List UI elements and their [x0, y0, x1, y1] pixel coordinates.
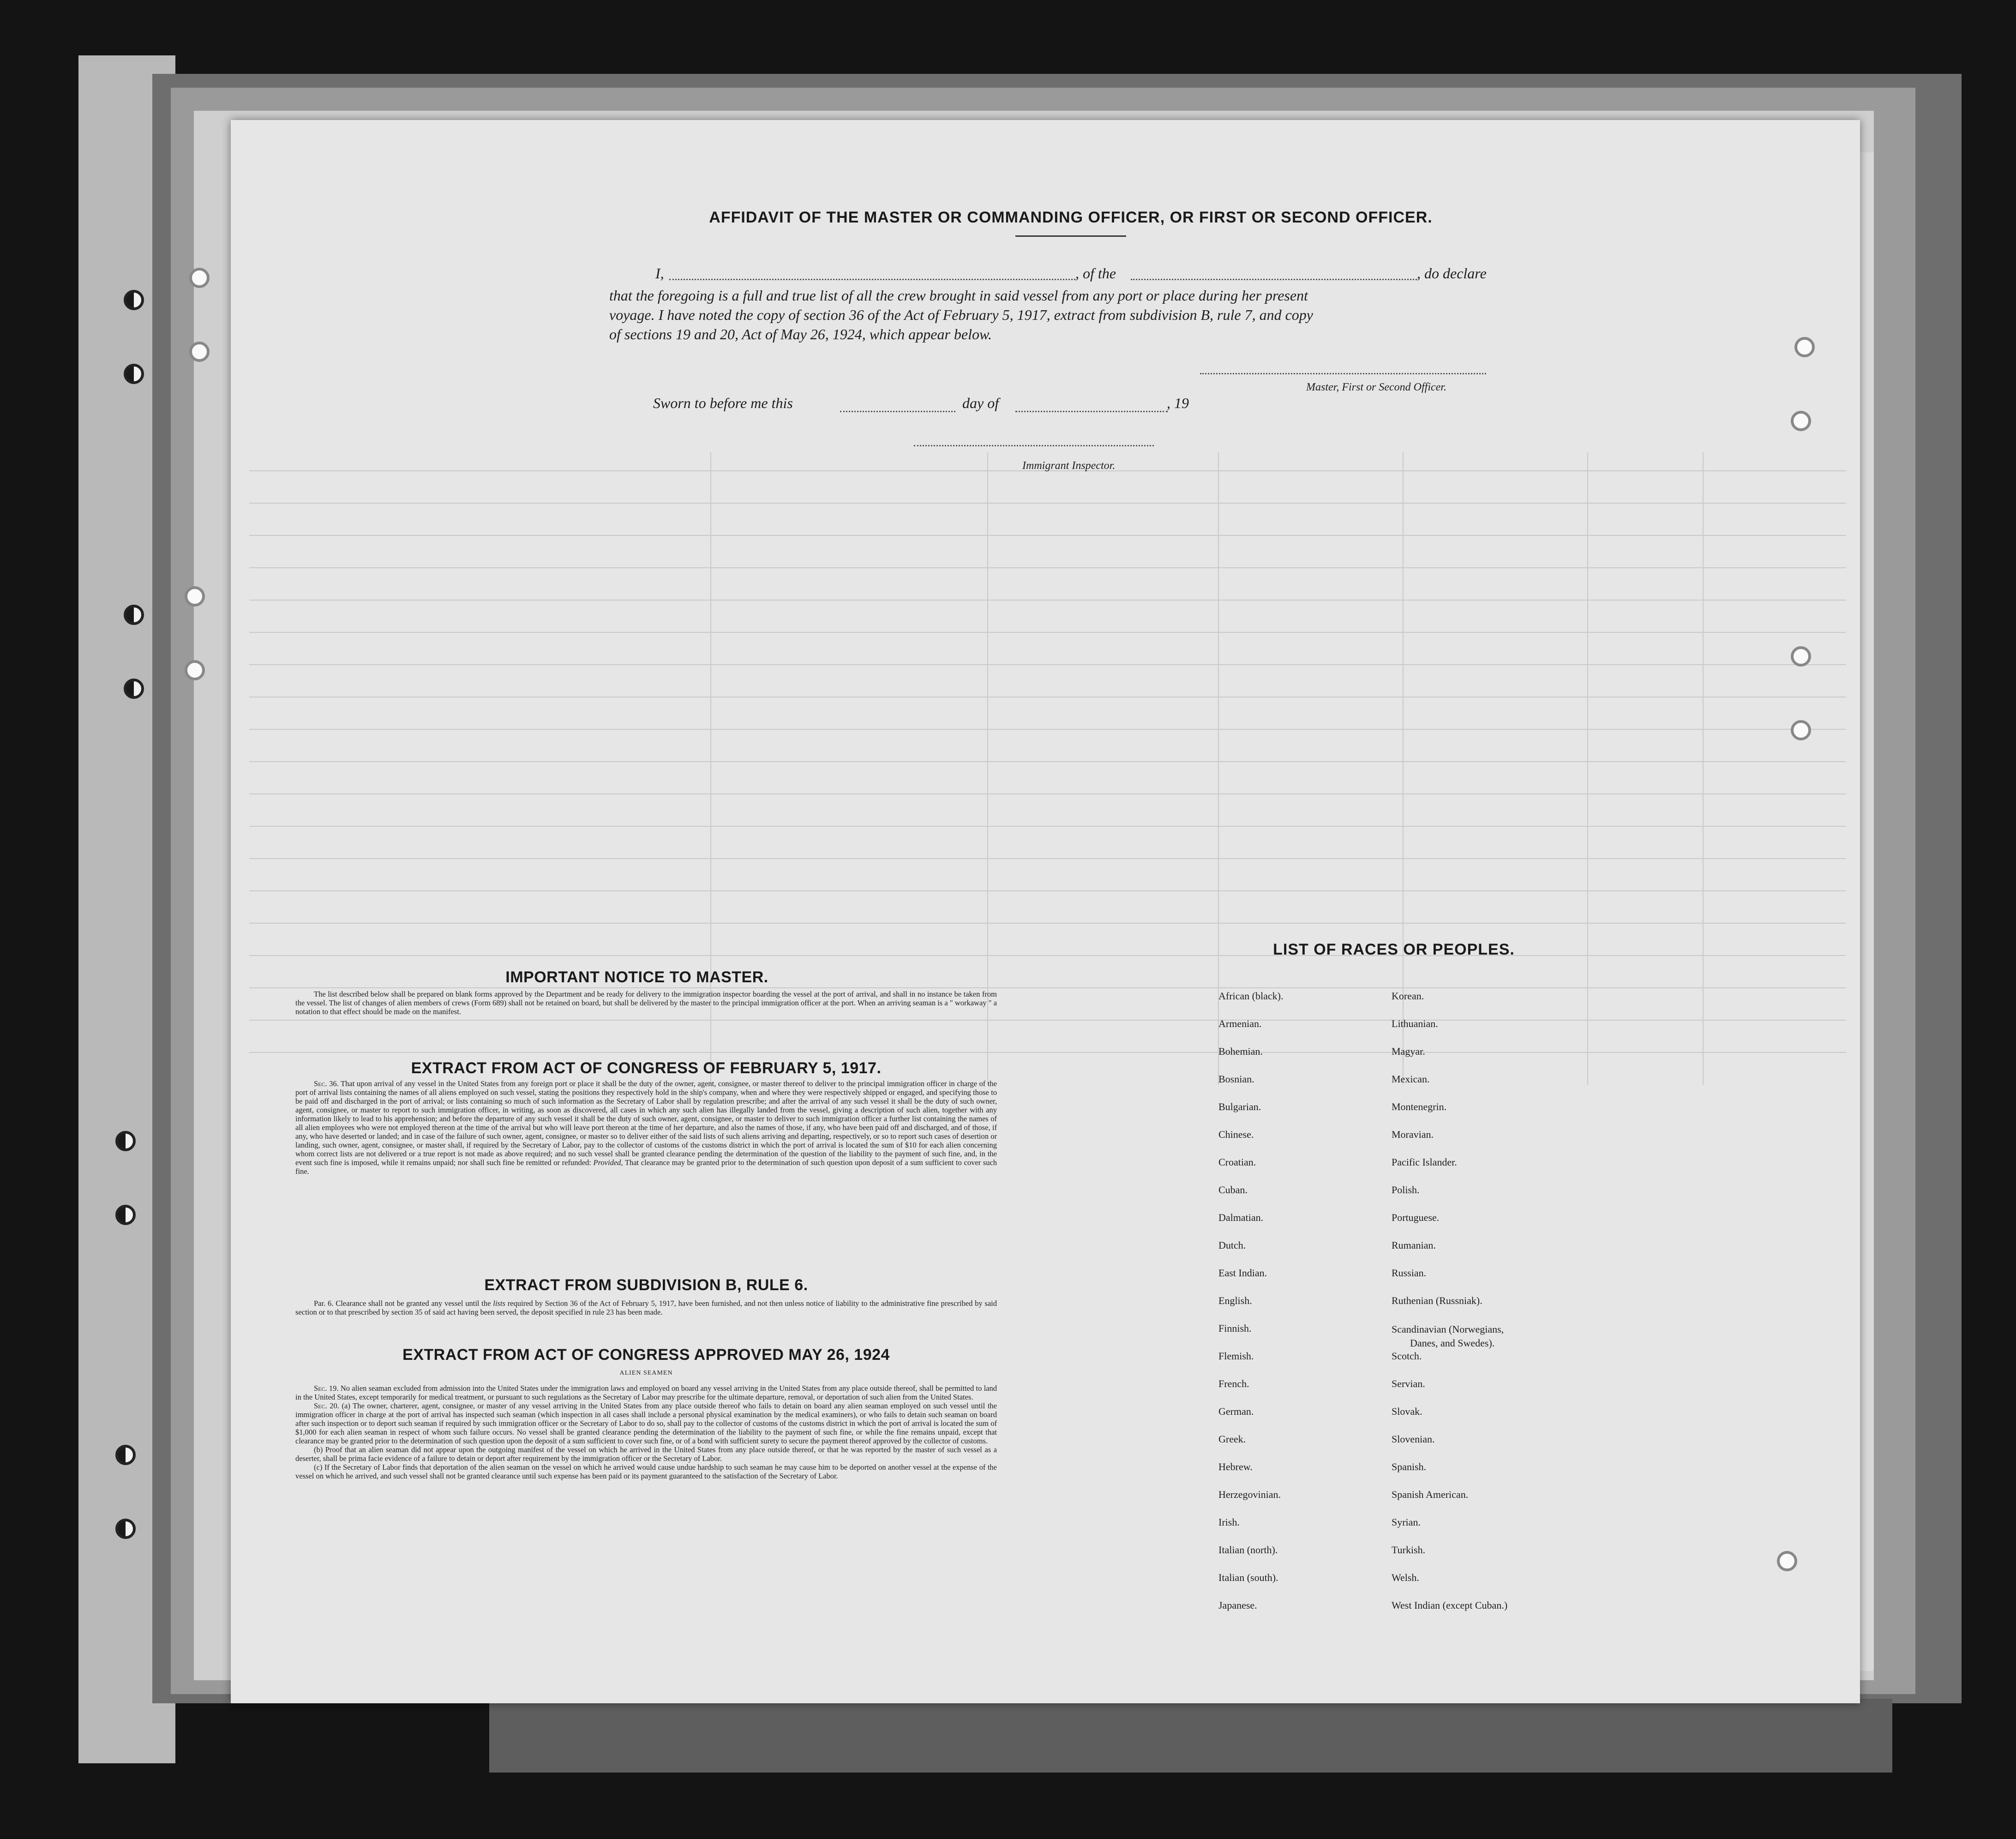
punch-hole: [189, 268, 210, 288]
race-item: Dutch.: [1218, 1239, 1246, 1251]
race-item: Moravian.: [1392, 1129, 1434, 1140]
extract-1917-title: EXTRACT FROM ACT OF CONGRESS OF FEBRUARY 5, 1917.: [411, 1059, 882, 1077]
inspector-signature-blank[interactable]: [914, 445, 1154, 446]
par-6-label: Par. 6.: [314, 1299, 334, 1308]
punch-hole: [1777, 1551, 1797, 1571]
race-item: [1392, 1322, 1507, 1350]
year-text: , 19: [1167, 395, 1189, 411]
races-column-1: [1218, 990, 1283, 1627]
race-item: Bosnian.: [1218, 1073, 1254, 1085]
race-item: Cuban.: [1218, 1184, 1248, 1196]
punch-hole: [1791, 646, 1811, 667]
race-item: Armenian.: [1218, 1018, 1262, 1029]
notice-body: [295, 990, 997, 1016]
race-item: Russian.: [1392, 1267, 1427, 1279]
affidavit-title: AFFIDAVIT OF THE MASTER OR COMMANDING OFFICER, OR FIRST OR SECOND OFFICER.: [709, 209, 1433, 226]
binder-hole: [115, 1519, 136, 1539]
provided-label: Provided,: [593, 1158, 623, 1167]
punch-hole: [185, 586, 205, 607]
sec-20-c: (c) If the Secretary of Labor finds that deportation of the alien seaman on the vessel on which he arrived would cause undue hardship to such seaman he may cause him to be deported on another vessel at the expense of the vessel on which he arrived, and such vessel shall not be granted clearance until such expense has been paid or its payment guaranteed to the satisfaction of the Secretary of Labor.: [295, 1463, 997, 1480]
sec-20-b: (b) Proof that an alien seaman did not appear upon the outgoing manifest of the vessel on which he arrived in the United States from any place outside thereof, or that he was reported by the master of such vessel as a deserter, shall be prima facie evidence of a failure to detain or deport after requirement by the immigration officer or the Secretary of Labor.: [295, 1445, 997, 1463]
notice-text: The list described below shall be prepared on blank forms approved by the Department and be ready for delivery to the immigration inspector boarding the vessel at the port of arrival, and shall in no instance be taken from the vessel. The list of changes of alien members of crews (Form 689) shall not be retained on board, but shall be delivered by the master to the principal immigration officer at the port. When an arriving seaman is a " workaway " a notation to that effect should be made on the manifest.: [295, 990, 997, 1016]
notice-title: IMPORTANT NOTICE TO MASTER.: [505, 968, 768, 986]
punch-hole: [189, 342, 210, 362]
binder-hole: [115, 1445, 136, 1465]
race-item: Croatian.: [1218, 1156, 1256, 1168]
sworn-text: Sworn to before me this: [653, 395, 793, 411]
race-item: Syrian.: [1392, 1516, 1421, 1528]
binder-hole: [115, 1131, 136, 1151]
race-item: Polish.: [1392, 1184, 1420, 1196]
race-item: Rumanian.: [1392, 1239, 1436, 1251]
page-stack-bottom-edge: [489, 1699, 1892, 1773]
lists-word: lists: [493, 1299, 505, 1308]
binder-hole: [124, 679, 144, 699]
race-item: Italian (north).: [1218, 1544, 1278, 1556]
affidavit-do-declare: , do declare: [1417, 265, 1487, 282]
race-item: Italian (south).: [1218, 1572, 1278, 1583]
rule6-text-a: Clearance shall not be granted any vessel until the: [336, 1299, 491, 1308]
affidavit-line-2: that the foregoing is a full and true list of all the crew brought in said vessel from any port or place during her present: [609, 287, 1308, 304]
sec-36-label: Sec. 36.: [314, 1079, 339, 1088]
sec-19-label: Sec. 19.: [314, 1384, 339, 1393]
race-item: Magyar.: [1392, 1046, 1425, 1057]
day-blank[interactable]: [840, 411, 955, 412]
punch-hole: [1791, 720, 1811, 740]
extract-rule6-title: EXTRACT FROM SUBDIVISION B, RULE 6.: [484, 1276, 808, 1294]
race-item: French.: [1218, 1378, 1249, 1389]
name-blank[interactable]: [669, 279, 1075, 280]
vessel-blank[interactable]: [1131, 279, 1417, 280]
race-item: Scotch.: [1392, 1350, 1422, 1362]
race-item: Irish.: [1218, 1516, 1240, 1528]
race-item: Pacific Islander.: [1392, 1156, 1457, 1168]
extract-1917-body: [295, 1079, 997, 1176]
sec-19-text: No alien seaman excluded from admission into the United States under the immigration laws and employed on board any vessel arriving in the United States from any place outside thereof, shall be permitted to land in the United States, except temporarily for medical treatment, or pursuant to such regulations as the Secretary of Labor may prescribe for the ultimate departure, removal, or deportation of such alien from the United States.: [295, 1384, 997, 1401]
punch-hole: [1794, 337, 1815, 357]
binder-hole: [115, 1205, 136, 1225]
race-item: Dalmatian.: [1218, 1212, 1264, 1223]
race-item: Herzegovinian.: [1218, 1489, 1281, 1500]
race-item: English.: [1218, 1295, 1252, 1306]
master-label: Master, First or Second Officer.: [1306, 381, 1446, 393]
race-item: Chinese.: [1218, 1129, 1254, 1140]
race-item: Lithuanian.: [1392, 1018, 1438, 1029]
day-of-text: day of: [962, 395, 999, 411]
affidavit-i: I,: [655, 265, 664, 282]
races-column-2: [1392, 990, 1507, 1627]
race-item: Portuguese.: [1392, 1212, 1440, 1223]
race-item: Flemish.: [1218, 1350, 1254, 1362]
race-item: Spanish.: [1392, 1461, 1427, 1472]
race-item: Korean.: [1392, 990, 1424, 1002]
sec-20-label: Sec. 20.: [314, 1401, 339, 1410]
race-item: Montenegrin.: [1392, 1101, 1447, 1112]
race-item: German.: [1218, 1406, 1254, 1417]
race-item: Spanish American.: [1392, 1489, 1469, 1500]
race-item: West Indian (except Cuban.): [1392, 1599, 1508, 1611]
affidavit-line-3: voyage. I have noted the copy of section 36 of the Act of February 5, 1917, extract from subdivision B, rule 7, and copy: [609, 306, 1313, 323]
race-item: Mexican.: [1392, 1073, 1430, 1085]
race-item: Servian.: [1392, 1378, 1425, 1389]
race-item: Bulgarian.: [1218, 1101, 1261, 1112]
affidavit-line-4: of sections 19 and 20, Act of May 26, 1924, which appear below.: [609, 326, 992, 343]
race-item-line: Scandinavian (Norwegians,: [1392, 1323, 1504, 1335]
punch-hole: [185, 660, 205, 680]
title-rule: [1015, 235, 1126, 237]
race-item: African (black).: [1218, 990, 1284, 1002]
sec-36-text-end: That clearance may be granted prior to the determination of such question upon deposit of a sum sufficient to cover such fine.: [295, 1158, 997, 1176]
race-item: Bohemian.: [1218, 1046, 1263, 1057]
race-item: Hebrew.: [1218, 1461, 1253, 1472]
punch-hole: [1791, 411, 1811, 431]
race-item: Finnish.: [1218, 1322, 1252, 1334]
month-blank[interactable]: [1015, 411, 1168, 412]
race-item: Turkish.: [1392, 1544, 1426, 1556]
sec-20-text: (a) The owner, charterer, agent, consignee, or master of any vessel arriving in the United States from any place outside thereof who fails to detain on board any alien seaman employed on such vessel until the immigration officer in charge at the port of arrival has inspected such seaman (which inspection in all cases shall include a personal physical examination by the medical examiners), or who fails to detain such seaman on board after such inspection or to deport such seaman if required by such immigration officer or the Secretary of Labor to do so, shall pay to the collector of customs of the customs district in which the port of arrival is located the sum of $1,000 for each alien seaman in respect of whom such failure occurs. No vessel shall be granted clearance pending the determination of the liability to the payment of such fine, or while the fine remains unpaid, except that clearance may be granted prior to the determination of such question upon the deposit of a sum sufficient to cover such fine, or of a bond with sufficient surety to secure the payment thereof approved by the collector of customs.: [295, 1401, 997, 1445]
race-item: East Indian.: [1218, 1267, 1267, 1279]
binder-hole: [124, 605, 144, 625]
race-item-continuation: Danes, and Swedes).: [1410, 1337, 1495, 1349]
extract-1924-title: EXTRACT FROM ACT OF CONGRESS APPROVED MAY 26, 1924: [402, 1346, 890, 1364]
master-signature-blank[interactable]: [1200, 373, 1486, 374]
inspector-label: Immigrant Inspector.: [1022, 460, 1116, 472]
binder-hole: [124, 364, 144, 384]
affidavit-of-the: , of the: [1075, 265, 1116, 282]
race-item: Japanese.: [1218, 1599, 1257, 1611]
race-item: Slovak.: [1392, 1406, 1422, 1417]
race-item: Slovenian.: [1392, 1433, 1435, 1445]
race-item: Ruthenian (Russniak).: [1392, 1295, 1482, 1306]
extract-1924-body: [295, 1384, 997, 1480]
alien-seamen-subtitle: ALIEN SEAMEN: [619, 1370, 673, 1376]
sec-36-text: That upon arrival of any vessel in the United States from any foreign port or place it shall be the duty of the owner, agent, consignee, or master thereof to deliver to the principal immigration officer in charge of the port of arrival lists containing the names of all aliens employed on such vessel, stating the positions they respectively hold in the ship's company, when and where they were respectively shipped or engaged, and specifying those to be paid off and discharged in the port of arrival; or lists containing so much of such information as the Secretary of Labor shall by regulation prescribe; and after the arrival of any such vessel it shall be the duty of such owner, agent, consignee, or master to report to such immigration officer, in writing, as soon as discovered, all cases in which any such alien has illegally landed from the vessel, giving a description of such alien, together with any information likely to lead to his apprehension; and before the departure of any such vessel it shall be the duty of such owner, agent, consignee, or master to deliver to such immigration officer a further list containing the names of all alien employees who were not employed thereon at the time of the arrival but who will leave port thereon at the time of her departure, and also the names of those, if any, who have been paid off and discharged, and of those, if any, who have deserted or landed; and in case of the failure of such owner, agent, consignee, or master so to deliver either of the said lists of such aliens arriving and departing, respectively, or so to report such cases of desertion or landing, such owner, agent, consignee, or master shall, if required by the Secretary of Labor, pay to the collector of customs of the customs district in which the port of arrival is located the sum of $10 for each alien concerning whom correct lists are not delivered or a true report is not made as above required; and no such vessel shall be granted clearance pending the determination of the question of the liability to the payment of such fine, and, in the event such fine is imposed, while it remains unpaid; nor shall such fine be remitted or refunded:: [295, 1079, 997, 1167]
races-title: LIST OF RACES OR PEOPLES.: [1273, 941, 1515, 958]
rule6-text-b: required by Section 36 of the Act of February 5, 1917, have been furnished, and not then unless notice of liability to the administrative fine prescribed by said section or to that prescribed by section 35 of said act having been served, the deposit specified in rule 23 has been made.: [295, 1299, 997, 1316]
extract-rule6-body: [295, 1299, 997, 1316]
race-item: Welsh.: [1392, 1572, 1419, 1583]
binder-hole: [124, 290, 144, 310]
race-item: Greek.: [1218, 1433, 1246, 1445]
